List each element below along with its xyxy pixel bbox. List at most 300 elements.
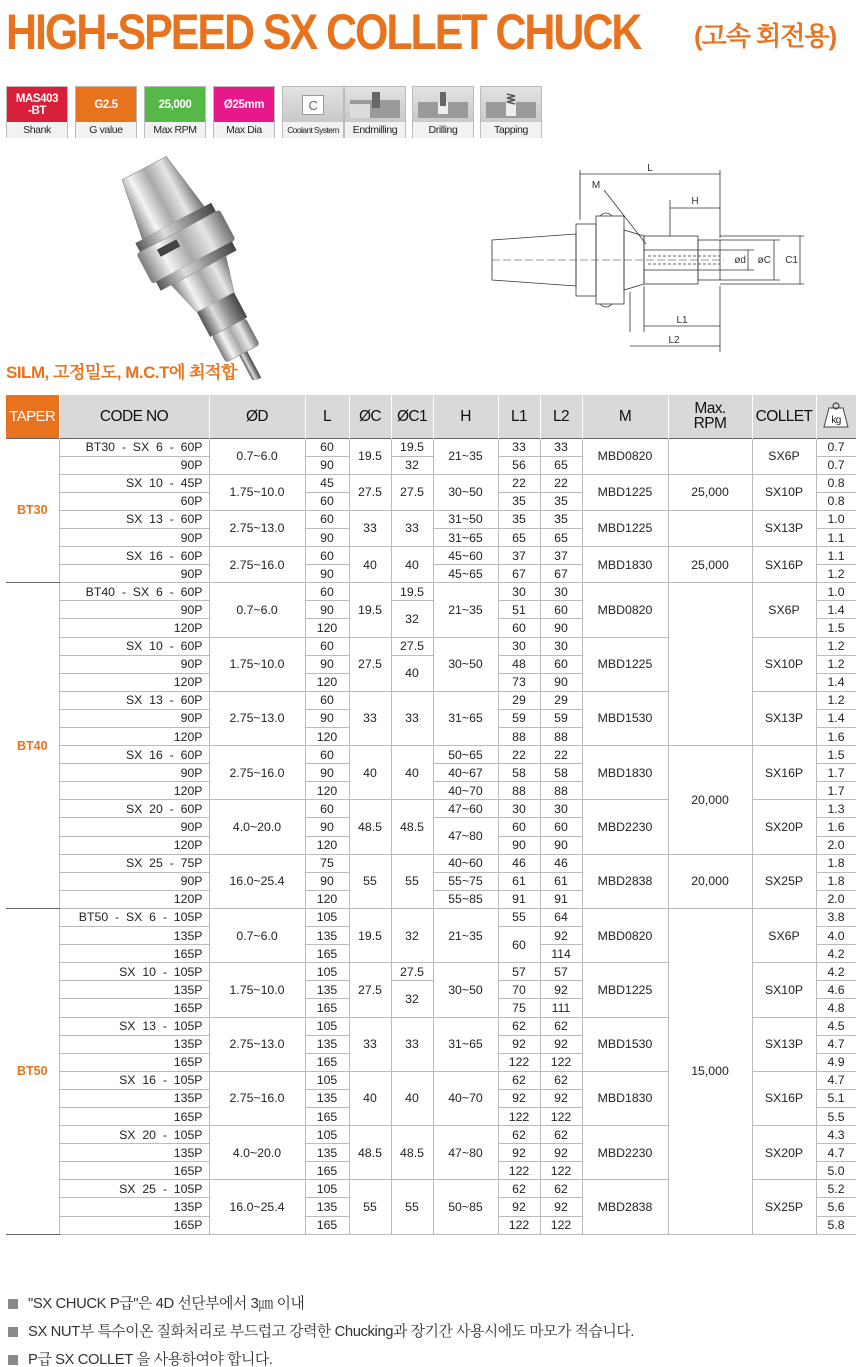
cell-collet: SX16P: [752, 746, 816, 800]
cell-l2: 59: [540, 709, 582, 727]
cell-l1: 30: [498, 637, 540, 655]
cell-code-no: SX 25 - 75P: [59, 854, 209, 872]
cell--d: 2.75~16.0: [209, 746, 305, 800]
cell--d: 16.0~25.4: [209, 854, 305, 908]
cell-code-no: BT30 - SX 6 - 60P: [59, 438, 209, 456]
cell-l: 105: [305, 1180, 349, 1198]
cell--c: 33: [349, 510, 391, 546]
cell-code-no: BT40 - SX 6 - 60P: [59, 583, 209, 601]
cell--d: 0.7~6.0: [209, 908, 305, 962]
cell-l2: 122: [540, 1107, 582, 1125]
cell-h: 45~65: [433, 565, 498, 583]
cell-l: 135: [305, 1198, 349, 1216]
cell-l2: 92: [540, 1198, 582, 1216]
cell-l: 90: [305, 764, 349, 782]
cell-kg: 0.7: [816, 456, 856, 474]
cell-h: 21~35: [433, 438, 498, 474]
cell--c1: 19.5: [391, 438, 433, 456]
cell-l: 90: [305, 709, 349, 727]
cell-kg: 1.0: [816, 583, 856, 601]
cell-m: MBD1225: [582, 510, 668, 546]
cell-collet: SX16P: [752, 1071, 816, 1125]
cell-l2: 114: [540, 945, 582, 963]
badge-max-rpm: [144, 86, 206, 138]
cell-kg: 1.0: [816, 510, 856, 528]
cell-l2: 30: [540, 800, 582, 818]
cell--c1: 27.5: [391, 474, 433, 510]
cell--d: 16.0~25.4: [209, 1180, 305, 1234]
cell-m: MBD1530: [582, 1017, 668, 1071]
cell-max-rpm: [668, 438, 752, 474]
cell-m: MBD1830: [582, 547, 668, 583]
cell--c1: 40: [391, 746, 433, 800]
cell-l2: 58: [540, 764, 582, 782]
cell-collet: SX6P: [752, 438, 816, 474]
cell-code-no: SX 13 - 105P: [59, 1017, 209, 1035]
cell-l2: 62: [540, 1180, 582, 1198]
cell-code-no: 165P: [59, 999, 209, 1017]
cell-l2: 92: [540, 981, 582, 999]
cell-l: 135: [305, 981, 349, 999]
cell-code-no: 165P: [59, 1107, 209, 1125]
cell-m: MBD2838: [582, 1180, 668, 1234]
cell-l2: 22: [540, 746, 582, 764]
cell-l2: 30: [540, 637, 582, 655]
svg-text:kg: kg: [831, 414, 841, 426]
col-header-1: CODE NO: [59, 395, 209, 438]
cell-l: 165: [305, 1053, 349, 1071]
cell-h: 31~50: [433, 510, 498, 528]
cell-l: 60: [305, 492, 349, 510]
cell-l1: 35: [498, 510, 540, 528]
cell-kg: 1.2: [816, 565, 856, 583]
badge-value: 25,000: [145, 87, 205, 122]
cell-taper: BT50: [6, 908, 59, 1234]
cell-l2: 91: [540, 890, 582, 908]
cell-code-no: 135P: [59, 1035, 209, 1053]
table-row: [6, 438, 856, 456]
cell-code-no: SX 10 - 60P: [59, 637, 209, 655]
cell-kg: 1.6: [816, 728, 856, 746]
cell--d: 2.75~13.0: [209, 691, 305, 745]
drawing-label-c1: C1: [785, 255, 798, 266]
cell-l: 165: [305, 999, 349, 1017]
drawing-label-l: L: [647, 163, 653, 174]
cell-h: 30~50: [433, 963, 498, 1017]
cell-l2: 46: [540, 854, 582, 872]
cell-l1: 59: [498, 709, 540, 727]
cell-m: MBD0820: [582, 438, 668, 474]
cell-l2: 61: [540, 872, 582, 890]
cell-l: 105: [305, 1126, 349, 1144]
badge-label: Tapping: [481, 122, 541, 138]
col-header-3: L: [305, 395, 349, 438]
cell--c: 40: [349, 1071, 391, 1125]
cell-l: 45: [305, 474, 349, 492]
cell-l2: 35: [540, 492, 582, 510]
cell-h: 40~67: [433, 764, 498, 782]
cell-l: 60: [305, 547, 349, 565]
cell-l1: 65: [498, 528, 540, 546]
cell-l2: 67: [540, 565, 582, 583]
cell-h: 47~80: [433, 818, 498, 854]
cell--c1: 32: [391, 601, 433, 637]
badge-max-dia: [213, 86, 275, 138]
cell-collet: SX20P: [752, 800, 816, 854]
cell-l1: 57: [498, 963, 540, 981]
spec-table: [6, 395, 856, 1235]
cell-collet: SX20P: [752, 1126, 816, 1180]
cell--c: 27.5: [349, 637, 391, 691]
badge-label: Shank: [7, 122, 67, 138]
cell-max-rpm: [668, 510, 752, 546]
cell-code-no: 90P: [59, 655, 209, 673]
cell-m: MBD1530: [582, 691, 668, 745]
cell-l1: 62: [498, 1180, 540, 1198]
cell--c: 27.5: [349, 474, 391, 510]
weight-icon: [822, 401, 850, 432]
cell-kg: 1.6: [816, 818, 856, 836]
cell-code-no: SX 16 - 60P: [59, 547, 209, 565]
cell-l2: 62: [540, 1126, 582, 1144]
cell--d: 2.75~13.0: [209, 510, 305, 546]
cell-l1: 91: [498, 890, 540, 908]
cell-l: 120: [305, 728, 349, 746]
cell--d: 2.75~16.0: [209, 547, 305, 583]
cell-l1: 73: [498, 673, 540, 691]
cell-code-no: SX 25 - 105P: [59, 1180, 209, 1198]
badge-label: Coolant System: [283, 122, 343, 138]
cell-m: MBD2230: [582, 1126, 668, 1180]
cell-l1: 88: [498, 728, 540, 746]
cell-code-no: SX 20 - 105P: [59, 1126, 209, 1144]
cell--c1: 33: [391, 691, 433, 745]
cell-l2: 33: [540, 438, 582, 456]
cell-l: 120: [305, 890, 349, 908]
drawing-label-c: øC: [757, 255, 771, 266]
cell-kg: 3.8: [816, 908, 856, 926]
cell-l: 60: [305, 746, 349, 764]
cell-kg: 4.9: [816, 1053, 856, 1071]
cell-l1: 51: [498, 601, 540, 619]
cell--c: 48.5: [349, 800, 391, 854]
cell-kg: 1.2: [816, 691, 856, 709]
cell-l1: 122: [498, 1053, 540, 1071]
badge-value: [345, 87, 405, 122]
cell-l2: 92: [540, 1089, 582, 1107]
cell-code-no: 90P: [59, 601, 209, 619]
cell-l2: 35: [540, 510, 582, 528]
badge-label: Max Dia: [214, 122, 274, 138]
cell-h: 21~35: [433, 908, 498, 962]
cell--d: 4.0~20.0: [209, 800, 305, 854]
cell--d: 1.75~10.0: [209, 474, 305, 510]
cell-l: 60: [305, 510, 349, 528]
col-header-0: TAPER: [6, 395, 59, 438]
cell-code-no: 90P: [59, 528, 209, 546]
cell-l1: 62: [498, 1126, 540, 1144]
cell-kg: 1.5: [816, 619, 856, 637]
cell-l2: 111: [540, 999, 582, 1017]
cell-kg: 4.5: [816, 1017, 856, 1035]
table-header-row: [6, 395, 856, 438]
cell-l: 90: [305, 601, 349, 619]
cell-h: 47~80: [433, 1126, 498, 1180]
cell-l: 90: [305, 655, 349, 673]
badge-value: [481, 87, 541, 122]
cell-code-no: 120P: [59, 728, 209, 746]
badge-shank: [6, 86, 68, 138]
cell-l: 105: [305, 1017, 349, 1035]
cell--c1: 55: [391, 1180, 433, 1234]
cell-code-no: 90P: [59, 565, 209, 583]
cell--c1: 48.5: [391, 800, 433, 854]
bullet-square-icon: [8, 1299, 18, 1309]
badge-value: [283, 87, 343, 122]
cell-kg: 4.2: [816, 963, 856, 981]
note-item: [8, 1346, 634, 1367]
cell-kg: 1.2: [816, 637, 856, 655]
cell--c: 19.5: [349, 438, 391, 474]
cell-kg: 0.7: [816, 438, 856, 456]
cell-l1: 88: [498, 782, 540, 800]
cell-l1: 55: [498, 908, 540, 926]
cell-l1: 56: [498, 456, 540, 474]
cell-l2: 90: [540, 619, 582, 637]
cell-code-no: 90P: [59, 709, 209, 727]
cell-l2: 122: [540, 1162, 582, 1180]
cell--c1: 40: [391, 1071, 433, 1125]
col-header-10: Max. RPM: [668, 395, 752, 438]
cell-l1: 60: [498, 927, 540, 963]
cell-kg: 4.3: [816, 1126, 856, 1144]
cell-kg: 4.7: [816, 1144, 856, 1162]
cell-h: 31~65: [433, 528, 498, 546]
cell-l: 165: [305, 1162, 349, 1180]
cell-code-no: SX 13 - 60P: [59, 510, 209, 528]
cell-l1: 122: [498, 1216, 540, 1234]
cell-collet: SX10P: [752, 637, 816, 691]
cell-l2: 37: [540, 547, 582, 565]
note-item: [8, 1318, 634, 1346]
cell-l2: 22: [540, 474, 582, 492]
cell-code-no: 90P: [59, 764, 209, 782]
cell-m: MBD1830: [582, 746, 668, 800]
cell--c: 33: [349, 691, 391, 745]
cell-l1: 92: [498, 1198, 540, 1216]
badge-label: G value: [76, 122, 136, 138]
cell-l2: 122: [540, 1216, 582, 1234]
cell-m: MBD2838: [582, 854, 668, 908]
note-text: SX NUT부 특수이온 질화처리로 부드럽고 강력한 Chucking과 장기간 사용시에도 마모가 적습니다.: [28, 1324, 634, 1340]
cell-l: 135: [305, 1144, 349, 1162]
tapping-icon: [484, 90, 538, 120]
cell--c1: 33: [391, 510, 433, 546]
cell-l: 105: [305, 908, 349, 926]
cell-l2: 92: [540, 1035, 582, 1053]
cell-l: 120: [305, 619, 349, 637]
cell-l: 120: [305, 836, 349, 854]
cell-m: MBD2230: [582, 800, 668, 854]
cell-code-no: 135P: [59, 1198, 209, 1216]
cell-m: MBD1225: [582, 637, 668, 691]
cell--c: 27.5: [349, 963, 391, 1017]
cell--c1: 27.5: [391, 637, 433, 655]
badge-value: Ø25mm: [214, 87, 274, 122]
cell-l: 90: [305, 528, 349, 546]
cell-kg: 5.0: [816, 1162, 856, 1180]
page-title: [6, 2, 837, 62]
cell-kg: 0.8: [816, 492, 856, 510]
cell-l1: 92: [498, 1089, 540, 1107]
cell-code-no: 165P: [59, 1162, 209, 1180]
cell-l1: 62: [498, 1017, 540, 1035]
cell-l2: 29: [540, 691, 582, 709]
cell-l1: 58: [498, 764, 540, 782]
cell--c1: 40: [391, 547, 433, 583]
cell-collet: SX25P: [752, 854, 816, 908]
cell--c: 19.5: [349, 583, 391, 637]
cell-l2: 90: [540, 673, 582, 691]
cell-l2: 60: [540, 601, 582, 619]
cell-l1: 122: [498, 1162, 540, 1180]
table-row: [6, 474, 856, 492]
product-photo: [60, 140, 360, 380]
cell-h: 55~85: [433, 890, 498, 908]
col-header-7: L1: [498, 395, 540, 438]
cell-l1: 22: [498, 746, 540, 764]
cell-l1: 30: [498, 800, 540, 818]
title-main: HIGH-SPEED SX COLLET CHUCK: [6, 4, 641, 60]
cell-collet: SX13P: [752, 1017, 816, 1071]
cell-m: MBD1225: [582, 963, 668, 1017]
cell-l: 90: [305, 565, 349, 583]
cell-max-rpm: 20,000: [668, 746, 752, 855]
cell-l2: 60: [540, 818, 582, 836]
cell-l: 60: [305, 583, 349, 601]
cell--c: 55: [349, 854, 391, 908]
cell-l1: 60: [498, 619, 540, 637]
cell-code-no: 120P: [59, 619, 209, 637]
cell--c: 55: [349, 1180, 391, 1234]
cell--d: 0.7~6.0: [209, 438, 305, 474]
cell-h: 31~65: [433, 691, 498, 745]
cell--c1: 32: [391, 456, 433, 474]
cell-l: 165: [305, 945, 349, 963]
coolant-icon: C: [302, 95, 324, 115]
badge-label: Drilling: [413, 122, 473, 138]
badge-drilling: [412, 86, 474, 138]
cell-h: 50~85: [433, 1180, 498, 1234]
cell-l1: 35: [498, 492, 540, 510]
cell--c: 40: [349, 746, 391, 800]
note-text: P급 SX COLLET 을 사용하여야 합니다.: [28, 1352, 273, 1367]
cell-l1: 122: [498, 1107, 540, 1125]
col-header-2: ØD: [209, 395, 305, 438]
cell-kg: 1.2: [816, 655, 856, 673]
cell-kg: 1.8: [816, 854, 856, 872]
cell-code-no: SX 16 - 60P: [59, 746, 209, 764]
badge-value: MAS403 -BT: [7, 87, 67, 122]
cell-l2: 88: [540, 728, 582, 746]
cell-kg: 1.3: [816, 800, 856, 818]
cell-h: 21~35: [433, 583, 498, 637]
badge-endmilling: [344, 86, 406, 138]
table-row: [6, 908, 856, 926]
cell-kg: 1.7: [816, 782, 856, 800]
endmilling-icon: [348, 90, 402, 120]
cell-kg: 1.4: [816, 673, 856, 691]
cell-code-no: 90P: [59, 872, 209, 890]
note-text: "SX CHUCK P급"은 4D 선단부에서 3㎛ 이내: [28, 1296, 305, 1312]
cell-h: 40~60: [433, 854, 498, 872]
cell-l1: 22: [498, 474, 540, 492]
cell--c1: 55: [391, 854, 433, 908]
col-header-6: H: [433, 395, 498, 438]
cell-h: 31~65: [433, 1017, 498, 1071]
cell-m: MBD0820: [582, 583, 668, 637]
cell-l1: 75: [498, 999, 540, 1017]
cell-kg: 4.6: [816, 981, 856, 999]
cell--d: 0.7~6.0: [209, 583, 305, 637]
cell-max-rpm: 15,000: [668, 908, 752, 1234]
cell-l: 105: [305, 963, 349, 981]
badge-coolant-system: [282, 86, 344, 138]
cell-kg: 1.4: [816, 601, 856, 619]
cell-l1: 48: [498, 655, 540, 673]
drawing-label-m: M: [591, 180, 601, 191]
cell--c1: 32: [391, 908, 433, 962]
badge-tapping: [480, 86, 542, 138]
cell-l1: 30: [498, 583, 540, 601]
cell-h: 40~70: [433, 782, 498, 800]
cell-l1: 61: [498, 872, 540, 890]
cell-h: 30~50: [433, 637, 498, 691]
cell-kg: 4.0: [816, 927, 856, 945]
notes: [8, 1290, 634, 1367]
slogan: SILM, 고정밀도, M.C.T에 최적합: [6, 363, 237, 382]
cell-l1: 29: [498, 691, 540, 709]
col-header-12: [816, 395, 856, 438]
cell-kg: 0.8: [816, 474, 856, 492]
cell--c1: 27.5: [391, 963, 433, 981]
cell-code-no: SX 16 - 105P: [59, 1071, 209, 1089]
table-row: [6, 547, 856, 565]
drawing-label-d: ød: [734, 255, 746, 266]
cell-kg: 4.8: [816, 999, 856, 1017]
drilling-icon: [416, 90, 470, 120]
col-header-5: ØC1: [391, 395, 433, 438]
drawing-label-l1: L1: [676, 315, 688, 326]
cell--c: 19.5: [349, 908, 391, 962]
cell-kg: 2.0: [816, 836, 856, 854]
cell-l2: 57: [540, 963, 582, 981]
badge-g-value: [75, 86, 137, 138]
badge-label: Max RPM: [145, 122, 205, 138]
col-header-4: ØC: [349, 395, 391, 438]
cell-l: 90: [305, 872, 349, 890]
cell-l2: 90: [540, 836, 582, 854]
cell-l2: 88: [540, 782, 582, 800]
cell-l1: 60: [498, 818, 540, 836]
cell-l1: 37: [498, 547, 540, 565]
cell-collet: SX13P: [752, 510, 816, 546]
cell-kg: 4.2: [816, 945, 856, 963]
cell--d: 2.75~13.0: [209, 1017, 305, 1071]
cell--d: 2.75~16.0: [209, 1071, 305, 1125]
cell-l: 60: [305, 800, 349, 818]
cell-l: 60: [305, 691, 349, 709]
